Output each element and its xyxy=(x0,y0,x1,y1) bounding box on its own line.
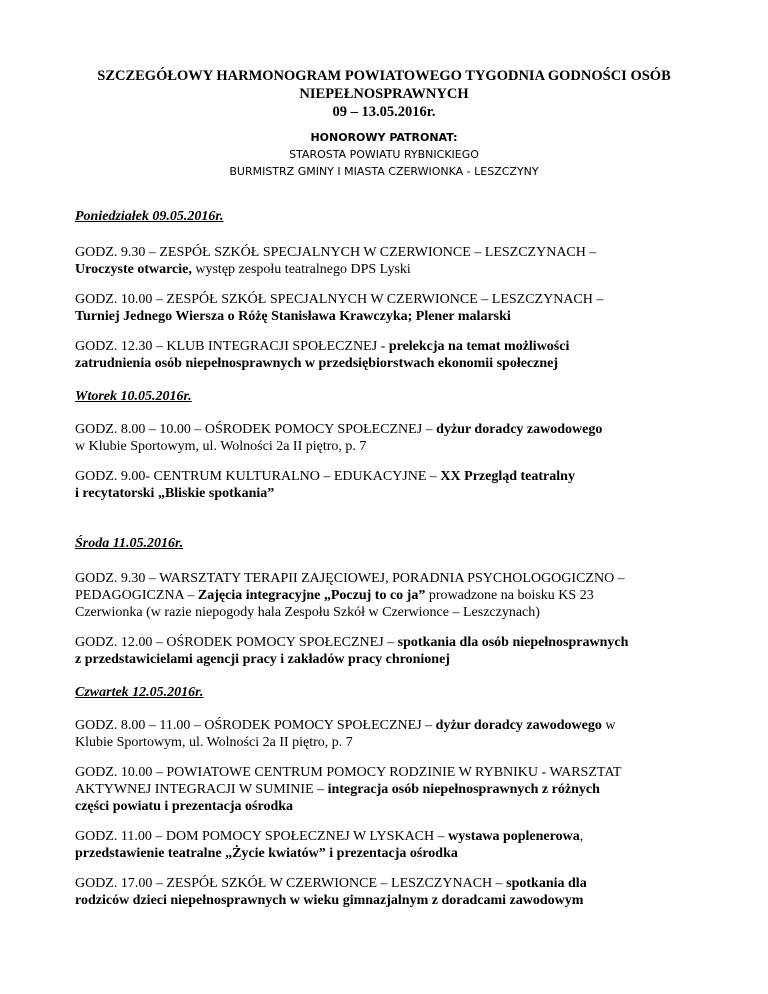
entry-highlight: części powiatu i prezentacja ośrodka xyxy=(75,799,294,814)
entry-line: GODZ. 9.30 – WARSZTATY TERAPII ZAJĘCIOWEJ, PORADNIA PSYCHOLOGOGICZNO – xyxy=(75,571,625,586)
entry-highlight: integracja osób niepełnosprawnych z różnych xyxy=(327,782,600,797)
entry-highlight: prelekcja na temat możliwości xyxy=(388,339,570,354)
entry-line xyxy=(75,892,715,909)
schedule-entry xyxy=(75,875,715,909)
entry-line: GODZ. 9.30 – ZESPÓŁ SZKÓŁ SPECJALNYCH W CZERWIONCE – LESZCZYNACH – xyxy=(75,245,597,260)
entry-line xyxy=(75,651,715,668)
entry-line xyxy=(75,781,715,798)
entry-line xyxy=(75,828,715,845)
day-heading-thursday: Czwartek 12.05.2016r. xyxy=(75,685,204,700)
schedule-entry xyxy=(75,421,715,455)
entry-line xyxy=(75,845,715,862)
entry-line xyxy=(75,798,715,815)
entry-highlight: zatrudnienia osób niepełnosprawnych w przedsiębiorstwach ekonomii społecznej xyxy=(75,356,559,371)
entry-highlight: i recytatorski „Bliskie spotkania” xyxy=(75,486,275,501)
entry-highlight: Zajęcia integracyjne „Poczuj to co ja” xyxy=(197,588,426,603)
entry-text: GODZ. 8.00 – 10.00 – OŚRODEK POMOCY SPOŁECZNEJ – xyxy=(75,422,437,437)
entry-text: GODZ. 12.00 – OŚRODEK POMOCY SPOŁECZNEJ – xyxy=(75,635,398,650)
schedule-entry xyxy=(75,291,715,325)
entry-highlight: wystawa poplenerowa xyxy=(448,829,580,844)
entry-highlight: przedstawienie teatralne „Życie kwiatów” i prezentacja ośrodka xyxy=(75,846,458,861)
entry-line xyxy=(75,338,715,355)
schedule-entry xyxy=(75,244,715,278)
entry-text: AKTYWNEJ INTEGRACJI W SUMINIE – xyxy=(75,782,328,797)
day-heading-tuesday: Wtorek 10.05.2016r. xyxy=(75,389,192,404)
schedule-entry xyxy=(75,468,715,502)
entry-highlight: z przedstawicielami agencji pracy i zakładów pracy chronionej xyxy=(75,652,450,667)
entry-line xyxy=(75,308,715,325)
entry-highlight: Turniej Jednego Wiersza o Różę Stanisława Krawczyka; Plener malarski xyxy=(75,309,511,324)
entry-line xyxy=(75,634,715,651)
patronage-block xyxy=(60,129,708,180)
entry-highlight: spotkania dla xyxy=(506,876,587,891)
day-heading-monday: Poniedziałek 09.05.2016r. xyxy=(75,209,224,224)
entry-text: GODZ. 12.30 – KLUB INTEGRACJI SPOŁECZNEJ - xyxy=(75,339,389,354)
entry-text: GODZ. 8.00 – 11.00 – OŚRODEK POMOCY SPOŁECZNEJ – xyxy=(75,718,436,733)
entry-text: , xyxy=(579,829,584,844)
entry-line xyxy=(75,355,715,372)
title-line-1: SZCZEGÓŁOWY HARMONOGRAM POWIATOWEGO TYGODNIA GODNOŚCI OSÓB xyxy=(97,68,671,84)
schedule-entry xyxy=(75,634,715,668)
entry-text: GODZ. 9.00- CENTRUM KULTURALNO – EDUKACYJNE – xyxy=(75,469,441,484)
entry-line xyxy=(75,421,715,438)
entry-highlight: dyżur doradcy zawodowego xyxy=(436,422,603,437)
patronage-heading: HONOROWY PATRONAT: xyxy=(310,131,458,144)
entry-highlight: spotkania dla osób niepełnosprawnych xyxy=(397,635,629,650)
entry-line: GODZ. 10.00 – POWIATOWE CENTRUM POMOCY RODZINIE W RYBNIKU - WARSZTAT xyxy=(75,765,622,780)
entry-highlight: dyżur doradcy zawodowego xyxy=(435,718,602,733)
schedule-entry xyxy=(75,338,715,372)
entry-line: GODZ. 10.00 – ZESPÓŁ SZKÓŁ SPECJALNYCH W CZERWIONCE – LESZCZYNACH – xyxy=(75,292,604,307)
entry-highlight: XX Przegląd teatralny xyxy=(440,469,575,484)
entry-text: GODZ. 17.00 – ZESPÓŁ SZKÓŁ W CZERWIONCE – LESZCZYNACH – xyxy=(75,876,507,891)
patron-2: BURMISTRZ GMINY I MIASTA CZERWIONKA - LESZCZYNY xyxy=(229,165,539,178)
entry-line xyxy=(75,875,715,892)
entry-line xyxy=(75,587,715,604)
schedule-entry xyxy=(75,828,715,862)
entry-line: w Klubie Sportowym, ul. Wolności 2a II piętro, p. 7 xyxy=(75,439,367,454)
entry-text: występ zespołu teatralnego DPS Lyski xyxy=(191,262,411,277)
schedule-entry xyxy=(75,764,715,815)
entry-text: GODZ. 11.00 – DOM POMOCY SPOŁECZNEJ W LYSKACH – xyxy=(75,829,449,844)
entry-text: prowadzone na boisku KS 23 xyxy=(425,588,594,603)
entry-line xyxy=(75,468,715,485)
entry-line: Czerwionka (w razie niepogody hala Zespołu Szkół w Czerwionce – Leszczynach) xyxy=(75,605,540,620)
patron-1: STAROSTA POWIATU RYBNICKIEGO xyxy=(289,148,479,161)
day-heading-wednesday: Środa 11.05.2016r. xyxy=(75,536,184,551)
entry-text: PEDAGOGICZNA – xyxy=(75,588,198,603)
entry-line xyxy=(75,261,715,278)
entry-line xyxy=(75,485,715,502)
entry-highlight: Uroczyste otwarcie, xyxy=(75,262,192,277)
entry-text: w xyxy=(601,718,616,733)
title-dates: 09 – 13.05.2016r. xyxy=(332,104,436,120)
entry-line: Klubie Sportowym, ul. Wolności 2a II piętro, p. 7 xyxy=(75,735,353,750)
entry-highlight: rodziców dzieci niepełnosprawnych w wieku gimnazjalnym z doradcami zawodowym xyxy=(75,893,584,908)
schedule-entry xyxy=(75,570,715,621)
title-line-2: NIEPEŁNOSPRAWNYCH xyxy=(299,86,469,102)
entry-line xyxy=(75,717,715,734)
schedule-entry xyxy=(75,717,715,751)
document-title xyxy=(60,67,708,121)
